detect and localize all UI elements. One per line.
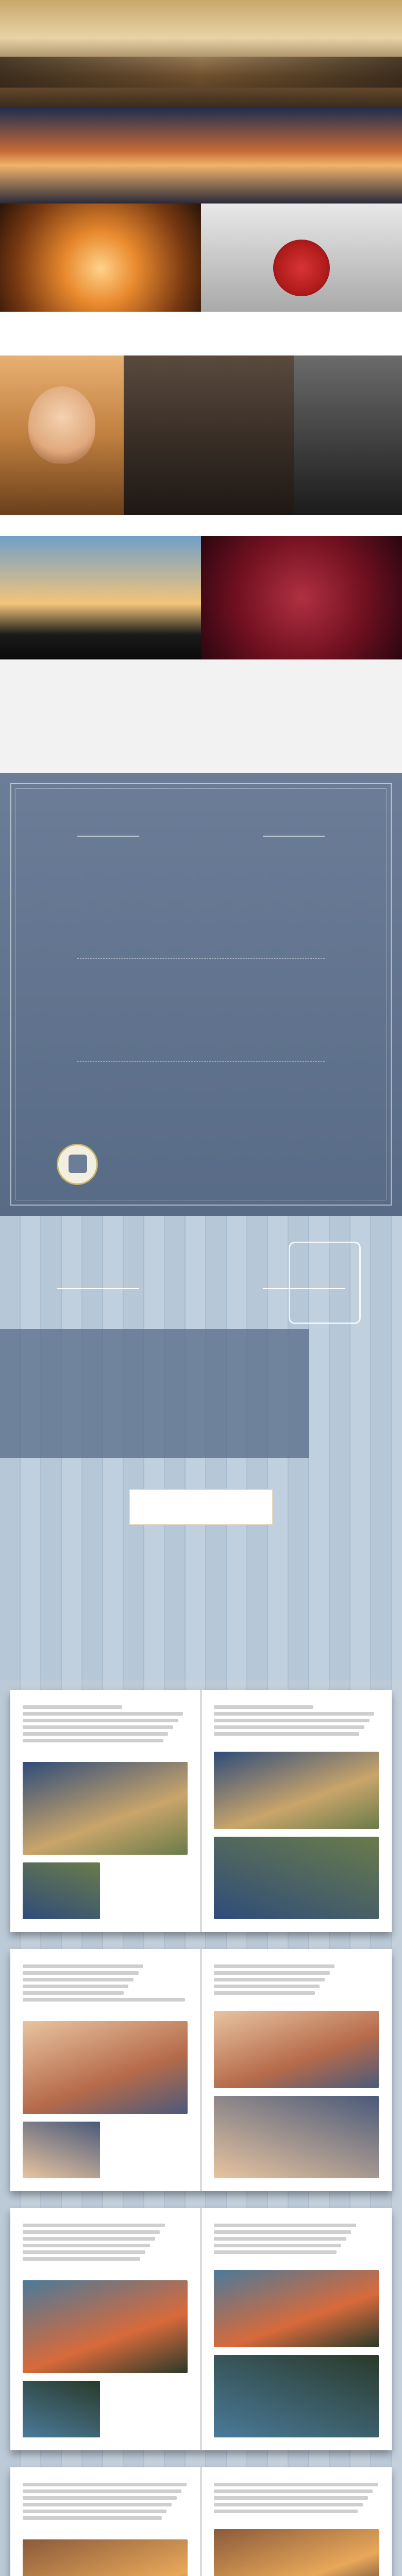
text-line <box>23 1978 133 1981</box>
text-line <box>214 2224 356 2227</box>
glow-photo <box>0 204 201 312</box>
page-photo <box>23 2280 188 2373</box>
spread-gallery <box>0 1680 402 2576</box>
text-line <box>214 1991 315 1995</box>
text-line <box>23 2257 140 2261</box>
page-photo <box>23 2539 188 2576</box>
text-line <box>23 2516 162 2520</box>
text-line <box>214 2237 346 2241</box>
text-line <box>214 2496 368 2500</box>
page-photo <box>23 1862 100 1919</box>
text-line <box>214 1725 364 1729</box>
text-line <box>214 2483 378 2486</box>
gallery-title <box>129 1489 273 1525</box>
red-object-photo <box>201 204 402 312</box>
page-photo <box>23 2021 188 2114</box>
author-section <box>0 1216 402 1680</box>
text-line <box>23 2224 165 2227</box>
text-line <box>214 1712 374 1716</box>
text-line <box>23 1732 168 1736</box>
group-photo <box>124 355 294 515</box>
title-rule-right <box>263 836 325 837</box>
text-line <box>23 1705 122 1709</box>
panel-inner-frame <box>15 788 387 1200</box>
text-line <box>23 2250 145 2254</box>
text-line <box>23 1971 139 1975</box>
book-gutter <box>200 2467 202 2576</box>
page-photo <box>214 1837 379 1919</box>
book-spread-preview <box>10 1949 392 2191</box>
text-line <box>23 2510 166 2513</box>
text-line <box>23 1985 128 1988</box>
text-line <box>23 1964 143 1968</box>
text-line <box>214 2230 351 2234</box>
divider <box>77 1061 325 1062</box>
book-gutter <box>200 2208 202 2450</box>
page-photo <box>214 2355 379 2437</box>
section-divider <box>0 659 402 773</box>
text-line <box>214 1719 370 1722</box>
text-line <box>23 2244 150 2247</box>
text-line <box>214 1971 330 1975</box>
street-photo <box>294 355 402 515</box>
page-left <box>10 2208 200 2450</box>
page-left <box>10 2467 200 2576</box>
text-line <box>214 2503 363 2506</box>
text-line <box>214 1964 334 1968</box>
text-line <box>214 1732 359 1736</box>
text-line <box>214 2510 358 2513</box>
text-line <box>214 1985 320 1988</box>
text-line <box>23 2496 177 2500</box>
sunset-photo <box>0 108 402 204</box>
text-line <box>214 2489 373 2493</box>
spacer <box>0 515 402 536</box>
book-spread-preview <box>10 1690 392 1932</box>
author-bio-box <box>0 1329 309 1458</box>
text-line <box>23 1719 178 1722</box>
text-line <box>23 1725 173 1729</box>
page-right <box>202 1690 392 1932</box>
text-line <box>23 2230 160 2234</box>
page-photo <box>214 2011 379 2088</box>
gallery-banner <box>0 1458 402 1680</box>
page-left <box>10 1690 200 1932</box>
silhouette-photo <box>0 536 201 659</box>
text-line <box>23 2503 172 2506</box>
page-right <box>202 2208 392 2450</box>
text-line <box>23 2483 187 2486</box>
text-line <box>23 1991 124 1995</box>
book-gutter <box>200 1949 202 2191</box>
text-line <box>214 2244 341 2247</box>
page-photo <box>23 2381 100 2437</box>
text-line <box>23 1998 185 2002</box>
child-portrait-photo <box>0 355 124 515</box>
page-photo <box>23 1762 188 1855</box>
page-photo <box>214 1752 379 1829</box>
page-photo <box>214 2529 379 2576</box>
landscape-photo-1 <box>0 0 402 108</box>
book-spread-preview <box>10 2467 392 2576</box>
title-rule-left <box>77 836 139 837</box>
camera-sketch-icon <box>289 1242 361 1324</box>
photo-collage <box>0 0 402 773</box>
page-left <box>10 1949 200 2191</box>
text-line <box>214 1978 325 1981</box>
page-photo <box>23 2122 100 2178</box>
page-photo <box>214 2270 379 2347</box>
book-spread-preview <box>10 2208 392 2450</box>
text-line <box>214 1705 313 1709</box>
divider <box>77 958 325 959</box>
page-right <box>202 2467 392 2576</box>
text-line <box>23 1739 163 1742</box>
recommendation-panel <box>0 773 402 1216</box>
caption-zone <box>0 312 402 355</box>
text-line <box>23 1712 183 1716</box>
page-right <box>202 1949 392 2191</box>
text-line <box>23 2489 181 2493</box>
text-line <box>214 2250 337 2254</box>
text-line <box>23 2237 155 2241</box>
book-gutter <box>200 1690 202 1932</box>
title-rule-left <box>57 1288 139 1289</box>
association-badge-icon <box>57 1144 98 1185</box>
page-photo <box>214 2096 379 2178</box>
stage-photo <box>201 536 402 659</box>
